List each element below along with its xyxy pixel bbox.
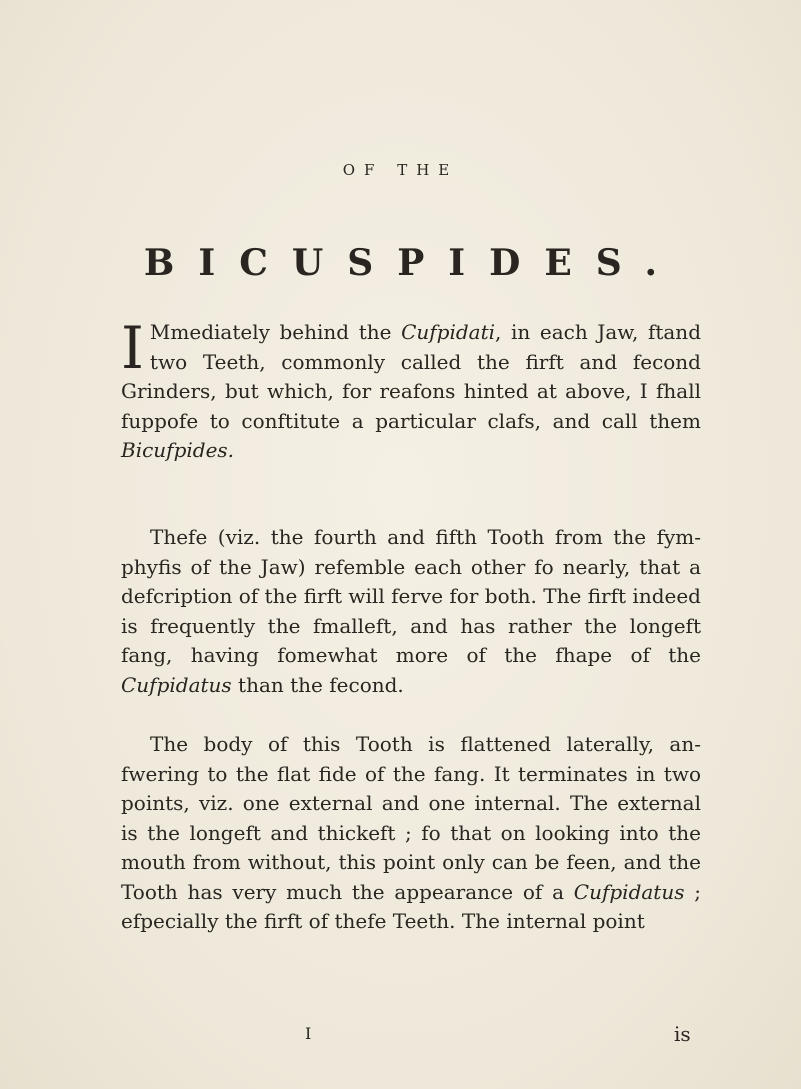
para2-italic: Cufpidatus — [121, 672, 232, 697]
para3-italic: Cufpidatus — [573, 879, 685, 904]
para1-italic-b: Bicufpides. — [121, 438, 235, 462]
signature-mark: I — [305, 1024, 312, 1043]
para3-text-b: ; efpecially the firft of thefe Teeth. The internal point — [121, 879, 701, 933]
para1-text-a: Mmediately behind the — [149, 320, 402, 344]
catchword: is — [674, 1022, 691, 1046]
paragraph-3 — [121, 730, 701, 937]
para3-text-a: The body of this Tooth is flattened laterally, an-fwering to the flat fide of the fang. It terminates in two points, viz. one external and one internal. The external is the longeft and thickeft ; fo that on looking into the mouth from without, this point only can be feen, and the Tooth has very much the appearance of a — [121, 732, 701, 904]
chapter-heading-of-the: OF THE — [342, 161, 459, 179]
para2-text-b: than the fecond. — [231, 672, 404, 697]
paragraph-2 — [121, 523, 701, 700]
paragraph-1 — [121, 314, 701, 466]
para2-text-a: Thefe (viz. the fourth and fifth Tooth from the fym-phyfis of the Jaw) refemble each other fo nearly, that a defcription of the firft will ferve for both. The firft indeed is frequently the fmalleft, and has rather the longeft fang, having fomewhat more of the fhape of the — [121, 525, 701, 667]
drop-cap: I — [121, 314, 144, 382]
para1-text-b: , in each Jaw, ftand two Teeth, commonly called the firft and fecond Grinders, but which, for reafons hinted at above, I fhall fuppofe to conftitute a particular clafs, and call them — [121, 320, 701, 433]
chapter-title: BICUSPIDES. — [143, 242, 682, 284]
para1-italic-a: Cufpidati — [401, 320, 496, 344]
